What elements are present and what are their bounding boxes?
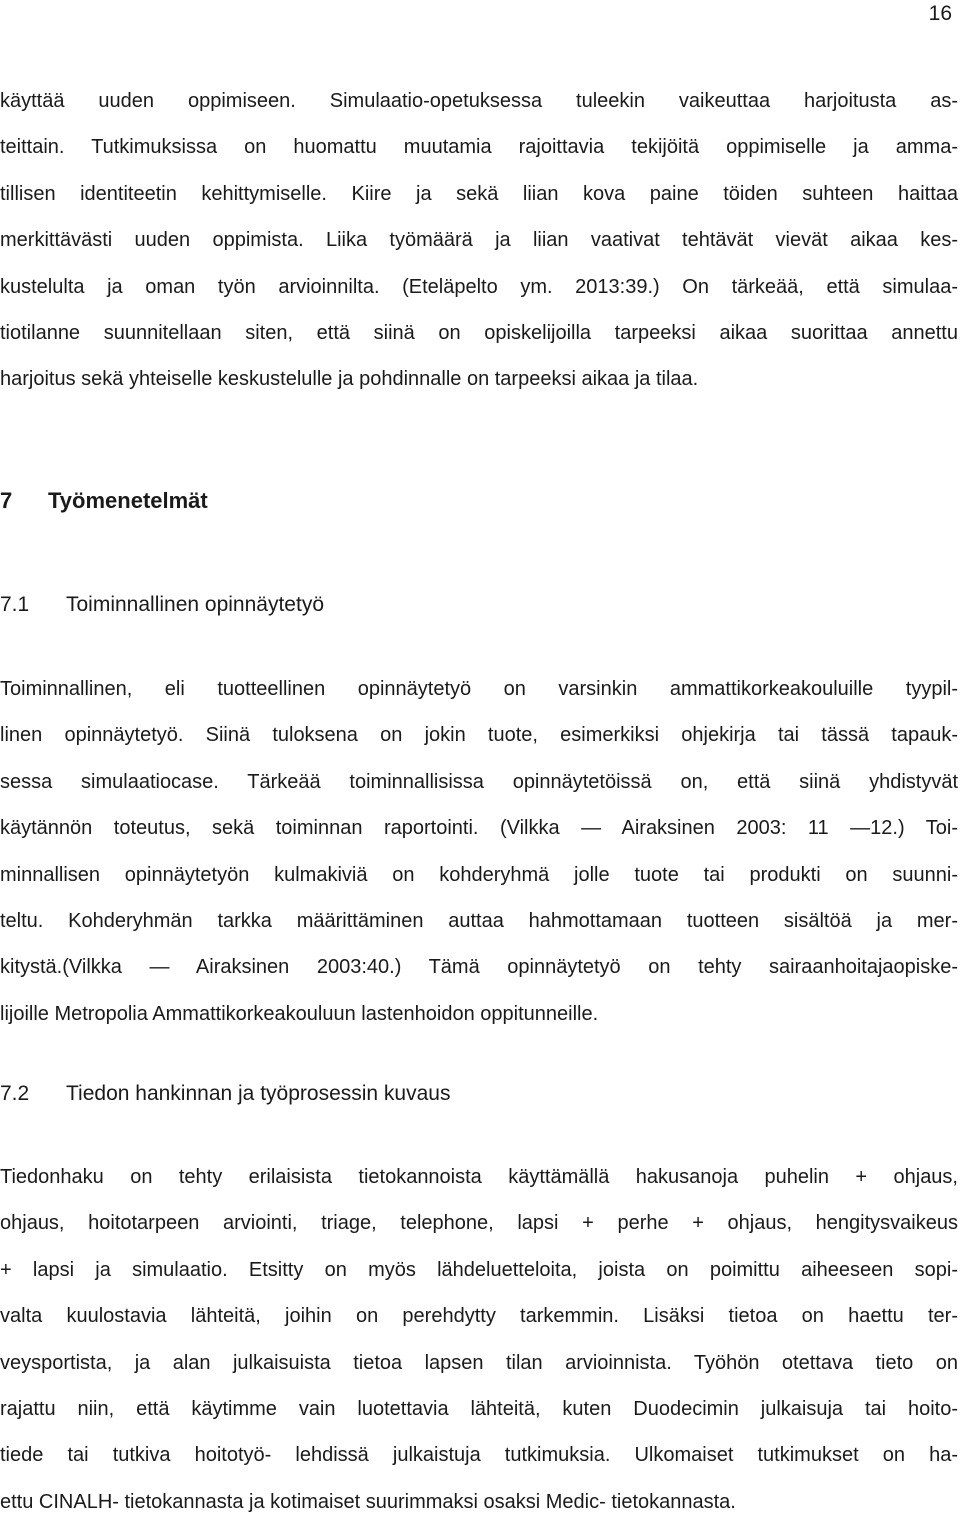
subsection-heading-7-1 [0,593,324,617]
text-line: sessa simulaatiocase. Tärkeää toiminnallisissa opinnäytetöissä on, että siinä yhdistyvät [0,770,958,793]
text-line: tillisen identiteetin kehittymiselle. Kiire ja sekä liian kova paine töiden suhteen haittaa [0,182,958,205]
subsection-number: 7.2 [0,1082,30,1105]
paragraph-simulation-learning [0,78,958,403]
paragraph-functional-thesis [0,666,958,1037]
text-line: veysportista, ja alan julkaisuista tietoa lapsen tilan arvioinnista. Työhön otettava tieto on [0,1351,958,1374]
subsection-number: 7.1 [0,593,30,616]
text-line: käytännön toteutus, sekä toiminnan raportointi. (Vilkka — Airaksinen 2003: 11 —12.) Toi- [0,817,958,840]
text-line: minnallisen opinnäytetyön kulmakiviä on kohderyhmä jolle tuote tai produkti on suunni- [0,863,958,886]
text-line: käyttää uuden oppimiseen. Simulaatio-opetuksessa tuleekin vaikeuttaa harjoitusta as- [0,90,958,112]
subsection-heading-7-2 [0,1082,450,1106]
section-heading-7 [0,488,208,514]
text-line: teittain. Tutkimuksissa on huomattu muutamia rajoittavia tekijöitä oppimiselle ja amma- [0,136,958,159]
text-line: rajattu niin, että käytimme vain luotettavia lähteitä, kuten Duodecimin julkaisuja tai hoito- [0,1397,958,1420]
subsection-title: Toiminnallinen opinnäytetyö [66,593,324,616]
text-line: kitystä.(Vilkka — Airaksinen 2003:40.) Tämä opinnäytetyö on tehty sairaanhoitajaopiske- [0,956,958,979]
text-line: lijoille Metropolia Ammattikorkeakouluun lastenhoidon oppitunneille. [0,1002,599,1025]
text-line: Tiedonhaku on tehty erilaisista tietokannoista käyttämällä hakusanoja puhelin + ohjaus, [0,1166,958,1188]
subsection-title: Tiedon hankinnan ja työprosessin kuvaus [66,1082,451,1105]
text-line: valta kuulostavia lähteitä, joihin on perehdytty tarkemmin. Lisäksi tietoa on haettu ter- [0,1305,958,1328]
text-line: + lapsi ja simulaatio. Etsitty on myös lähdeluetteloita, joista on poimittu aiheeseen sopi- [0,1258,958,1281]
text-line: ettu CINALH- tietokannasta ja kotimaiset suurimmaksi osaksi Medic- tietokannasta. [0,1490,736,1513]
text-line: merkittävästi uuden oppimista. Liika työmäärä ja liian vaativat tehtävät vievät aikaa kes- [0,229,958,252]
text-line: tiotilanne suunnitellaan siten, että siinä on opiskelijoilla tarpeeksi aikaa suorittaa annettu [0,321,958,344]
page-number: 16 [928,2,952,25]
section-title: Työmenetelmät [48,488,208,513]
section-number: 7 [0,488,13,513]
text-line: ohjaus, hoitotarpeen arviointi, triage, telephone, lapsi + perhe + ohjaus, hengitysvaikeus [0,1212,958,1235]
text-line: teltu. Kohderyhmän tarkka määrittäminen auttaa hahmottamaan tuotteen sisältöä ja mer- [0,909,958,932]
text-line: harjoitus sekä yhteiselle keskustelulle ja pohdinnalle on tarpeeksi aikaa ja tilaa. [0,368,699,391]
text-line: linen opinnäytetyö. Siinä tuloksena on jokin tuote, esimerkiksi ohjekirja tai tässä tapauk- [0,724,958,747]
paragraph-information-retrieval [0,1154,958,1525]
text-line: Toiminnallinen, eli tuotteellinen opinnäytetyö on varsinkin ammattikorkeakouluille tyypil- [0,678,958,700]
text-line: kustelulta ja oman työn arvioinnilta. (Eteläpelto ym. 2013:39.) On tärkeää, että simulaa- [0,275,958,298]
text-line: tiede tai tutkiva hoitotyö- lehdissä julkaistuja tutkimuksia. Ulkomaiset tutkimukset on ha- [0,1444,958,1467]
